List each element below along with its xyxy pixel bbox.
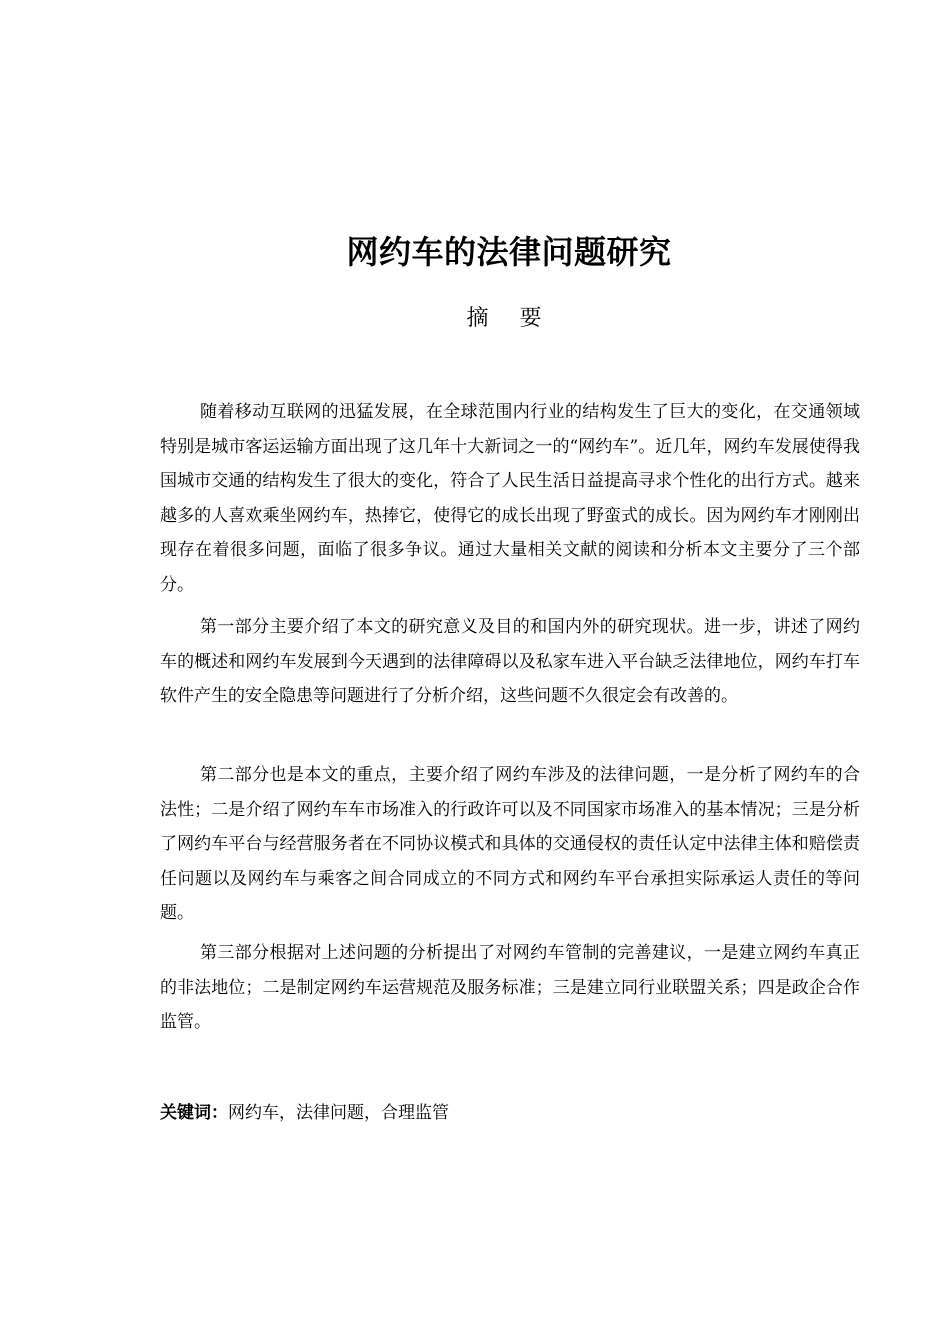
page-title: 网约车的法律问题研究 <box>346 233 672 271</box>
abstract-paragraph-2: 第一部分主要介绍了本文的研究意义及目的和国内外的研究现状。进一步，讲述了网约车的概述和网约车发展到今天遇到的法律障碍以及私家车进入平台缺乏法律地位，网约车打车软件产生的安全隐患等问题进行了分析介绍，这些问题不久很定会有改善的。 <box>160 617 860 706</box>
keywords-value: 网约车，法律问题，合理监管 <box>228 1103 449 1123</box>
keywords-label: 关键词： <box>160 1103 228 1123</box>
abstract-heading: 摘 要 <box>466 306 554 331</box>
abstract-paragraph-1: 随着移动互联网的迅猛发展，在全球范围内行业的结构发生了巨大的变化，在交通领域特别是城市客运运输方面出现了这几年十大新词之一的“网约车”。近几年，网约车发展使得我国城市交通的结构发生了很大的变化，符合了人民生活日益提高寻求个性化的出行方式。越来越多的人喜欢乘坐网约车，热捧它，使得它的成长出现了野蛮式的成长。因为网约车才刚刚出现存在着很多问题，面临了很多争议。通过大量相关文献的阅读和分析本文主要分了三个部分。 <box>160 402 860 595</box>
abstract-paragraph-3: 第二部分也是本文的重点，主要介绍了网约车涉及的法律问题，一是分析了网约车的合法性；二是介绍了网约车车市场准入的行政许可以及不同国家市场准入的基本情况；三是分析了网约车平台与经营服务者在不同协议模式和具体的交通侵权的责任认定中法律主体和赔偿责任问题以及网约车与乘客之间合同成立的不同方式和网约车平台承担实际承运人责任的等问题。 <box>160 765 860 923</box>
keywords-line <box>160 1096 860 1130</box>
abstract-paragraph-4: 第三部分根据对上述问题的分析提出了对网约车管制的完善建议，一是建立网约车真正的非法地位；二是制定网约车运营规范及服务标准；三是建立同行业联盟关系；四是政企合作监管。 <box>160 943 860 1032</box>
